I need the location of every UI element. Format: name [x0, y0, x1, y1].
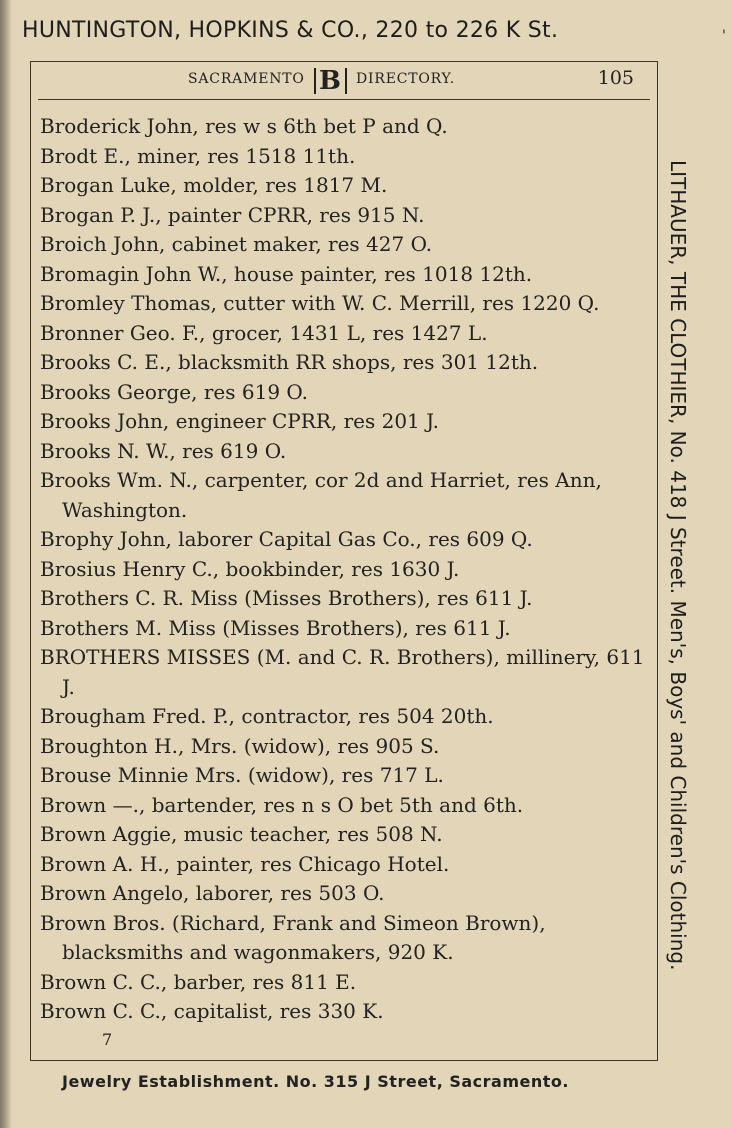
directory-entry: Bromagin John W., house painter, res 1018 12th. — [40, 261, 533, 286]
bottom-advertisement: Jewelry Establishment. No. 315 J Street, Sacramento. — [62, 1072, 569, 1091]
header-city: SACRAMENTO — [188, 71, 305, 87]
top-advertisement: HUNTINGTON, HOPKINS & CO., 220 to 226 K St. — [22, 18, 559, 43]
directory-entry: Brooks C. E., blacksmith RR shops, res 301 12th. — [40, 350, 539, 374]
directory-entry: Brown A. H., painter, res Chicago Hotel. — [40, 851, 450, 876]
directory-entry: Brogan P. J., painter CPRR, res 915 N. — [40, 202, 425, 227]
header-letter: B — [314, 68, 347, 94]
header-title — [188, 68, 455, 94]
directory-entry: Brogan Luke, molder, res 1817 M. — [40, 173, 388, 197]
running-header — [38, 62, 650, 100]
directory-entry: Brouse Minnie Mrs. (widow), res 717 L. — [40, 763, 444, 787]
directory-entry: Brooks Wm. N., carpenter, cor 2d and Harriet, res Ann, Washington. — [40, 468, 602, 522]
directory-entry: BROTHERS MISSES (M. and C. R. Brothers), millinery, 611 J. — [40, 645, 645, 699]
directory-entry: Brooks George, res 619 O. — [40, 379, 308, 404]
directory-entry: Brown —., bartender, res n s O bet 5th and 6th. — [40, 792, 524, 817]
directory-entry: Brosius Henry C., bookbinder, res 1630 J. — [40, 556, 460, 581]
directory-entry: Bronner Geo. F., grocer, 1431 L, res 1427 L. — [40, 320, 488, 345]
page-number: 105 — [597, 67, 634, 89]
book-spine-shadow — [0, 0, 12, 1128]
directory-entry: Brothers C. R. Miss (Misses Brothers), res 611 J. — [40, 586, 533, 610]
directory-entry: Brown C. C., barber, res 811 E. — [40, 969, 357, 994]
directory-entry: Brophy John, laborer Capital Gas Co., res 609 Q. — [40, 527, 533, 551]
directory-entry: Brodt E., miner, res 1518 11th. — [40, 143, 356, 168]
directory-entry: Brown Angelo, laborer, res 503 O. — [40, 881, 385, 905]
directory-entry: Broderick John, res w s 6th bet P and Q. — [40, 114, 448, 138]
side-advertisement-text: LITHAUER, THE CLOTHIER, No. 418 J Street. Men's, Boys' and Children's Clothing. — [666, 160, 690, 971]
directory-entry: Brothers M. Miss (Misses Brothers), res 611 J. — [40, 615, 511, 640]
directory-entry: Brown Bros. (Richard, Frank and Simeon Brown), blacksmiths and wagonmakers, 920 K. — [40, 910, 546, 964]
header-directory: DIRECTORY. — [356, 71, 456, 87]
directory-entry: Brougham Fred. P., contractor, res 504 20th. — [40, 704, 494, 728]
directory-entry: Broughton H., Mrs. (widow), res 905 S. — [40, 733, 440, 758]
side-advertisement — [664, 160, 694, 971]
directory-entry: Brooks John, engineer CPRR, res 201 J. — [40, 409, 439, 433]
edge-mark: ' — [722, 28, 726, 44]
directory-entry: Brown Aggie, music teacher, res 508 N. — [40, 822, 443, 846]
directory-entry: Brown C. C., capitalist, res 330 K. — [40, 999, 384, 1023]
directory-entry: Brooks N. W., res 619 O. — [40, 438, 287, 463]
directory-entry: Broich John, cabinet maker, res 427 O. — [40, 232, 433, 256]
directory-entries — [40, 112, 646, 1027]
signature-mark: 7 — [102, 1030, 113, 1049]
directory-entry: Bromley Thomas, cutter with W. C. Merrill, res 1220 Q. — [40, 291, 600, 315]
